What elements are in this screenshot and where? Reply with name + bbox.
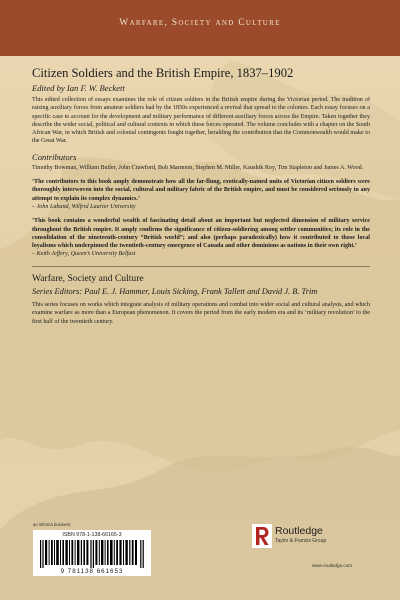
barcode-panel [33,530,151,576]
back-cover-text [32,66,370,326]
review-quote-1: ‘The contributors to this book amply demonstrate how all the far-flung, exotically-named units of Victorian citizen soldiers were thoroughly interwoven into the social, cultural and military fabric of the British empire, and must be considered seriously in any attempt to explain its complex dynamics.’ [32,179,370,202]
publisher-name: Routledge [275,525,323,537]
review-attribution-2: – Keith Jeffery, Queen’s University Belfast [32,251,136,258]
review-quote-2: ‘This book contains a wonderful wealth of fascinating detail about an important but neglected dimension of military service throughout the British empire. It amply confirms the significance of citizen-soldiering among settler communities; its role in the consolidation of the nineteenth-century “British world”; and also (perhaps paradoxically) how it contributed to those local loyalisms which underpinned the twentieth-century emergence of Canada and other dominions as nations in their own right.’ [32,218,370,250]
barcode-icon [40,540,144,568]
book-description: This edited collection of essays examines the role of citizen soldiers in the British empire during the Victorian period. The tradition of raising auxiliary forces from amateur soldiers had by the 1850s experienced a revival that spread to the colonies. Each essay focuses on a specific case to account for the development and military performance of different auxiliary forces across the Empire. Taken together they describe the wider social, political and cultural contexts in which these forces operated. The volume concludes with a chapter on the South African War, in which British and colonial contingents fought together, heralding the contribution that the Commonwealth would make to the Great War. [32,97,370,145]
contributors-heading: Contributors [32,151,77,162]
informa-business-label: an informa business [33,522,71,527]
series-header-title: Warfare, Society and Culture [119,18,281,28]
publisher-website: www.routledge.com [312,563,353,568]
barcode-digits: 9 781138 661653 [60,568,124,575]
series-description: This series focuses on works which integrate analysis of military operations and combat into wider social and cultural analysis, and which examine warfare as more than a European phenomenon. It covers the period from the early modern era and its ‘military revolution’ to the first half of the twentieth century. [32,301,370,325]
isbn-label: ISBN 978-1-138-66165-3 [62,532,122,538]
section-divider [32,266,370,267]
publisher-tagline: Taylor & Francis Group [275,538,327,544]
series-title: Warfare, Society and Culture [32,272,144,284]
contributors-list: Timothy Bowman, William Butler, John Crawford, Bob Marmion, Stephen M. Miller, Kaushik Roy, Tim Stapleton and James A. Wood. [32,164,364,171]
book-title: Citizen Soldiers and the British Empire, 1837–1902 [32,66,294,80]
review-attribution-1: – John Laband, Wilfrid Laurier University [32,203,136,210]
editor-line: Edited by Ian F. W. Beckett [32,83,125,93]
series-editors: Series Editors: Paul E. J. Hammer, Louis Sicking, Frank Tallett and David J. B. Trim [32,286,318,296]
routledge-r-logo-icon [252,524,272,548]
series-header-band [0,0,400,56]
